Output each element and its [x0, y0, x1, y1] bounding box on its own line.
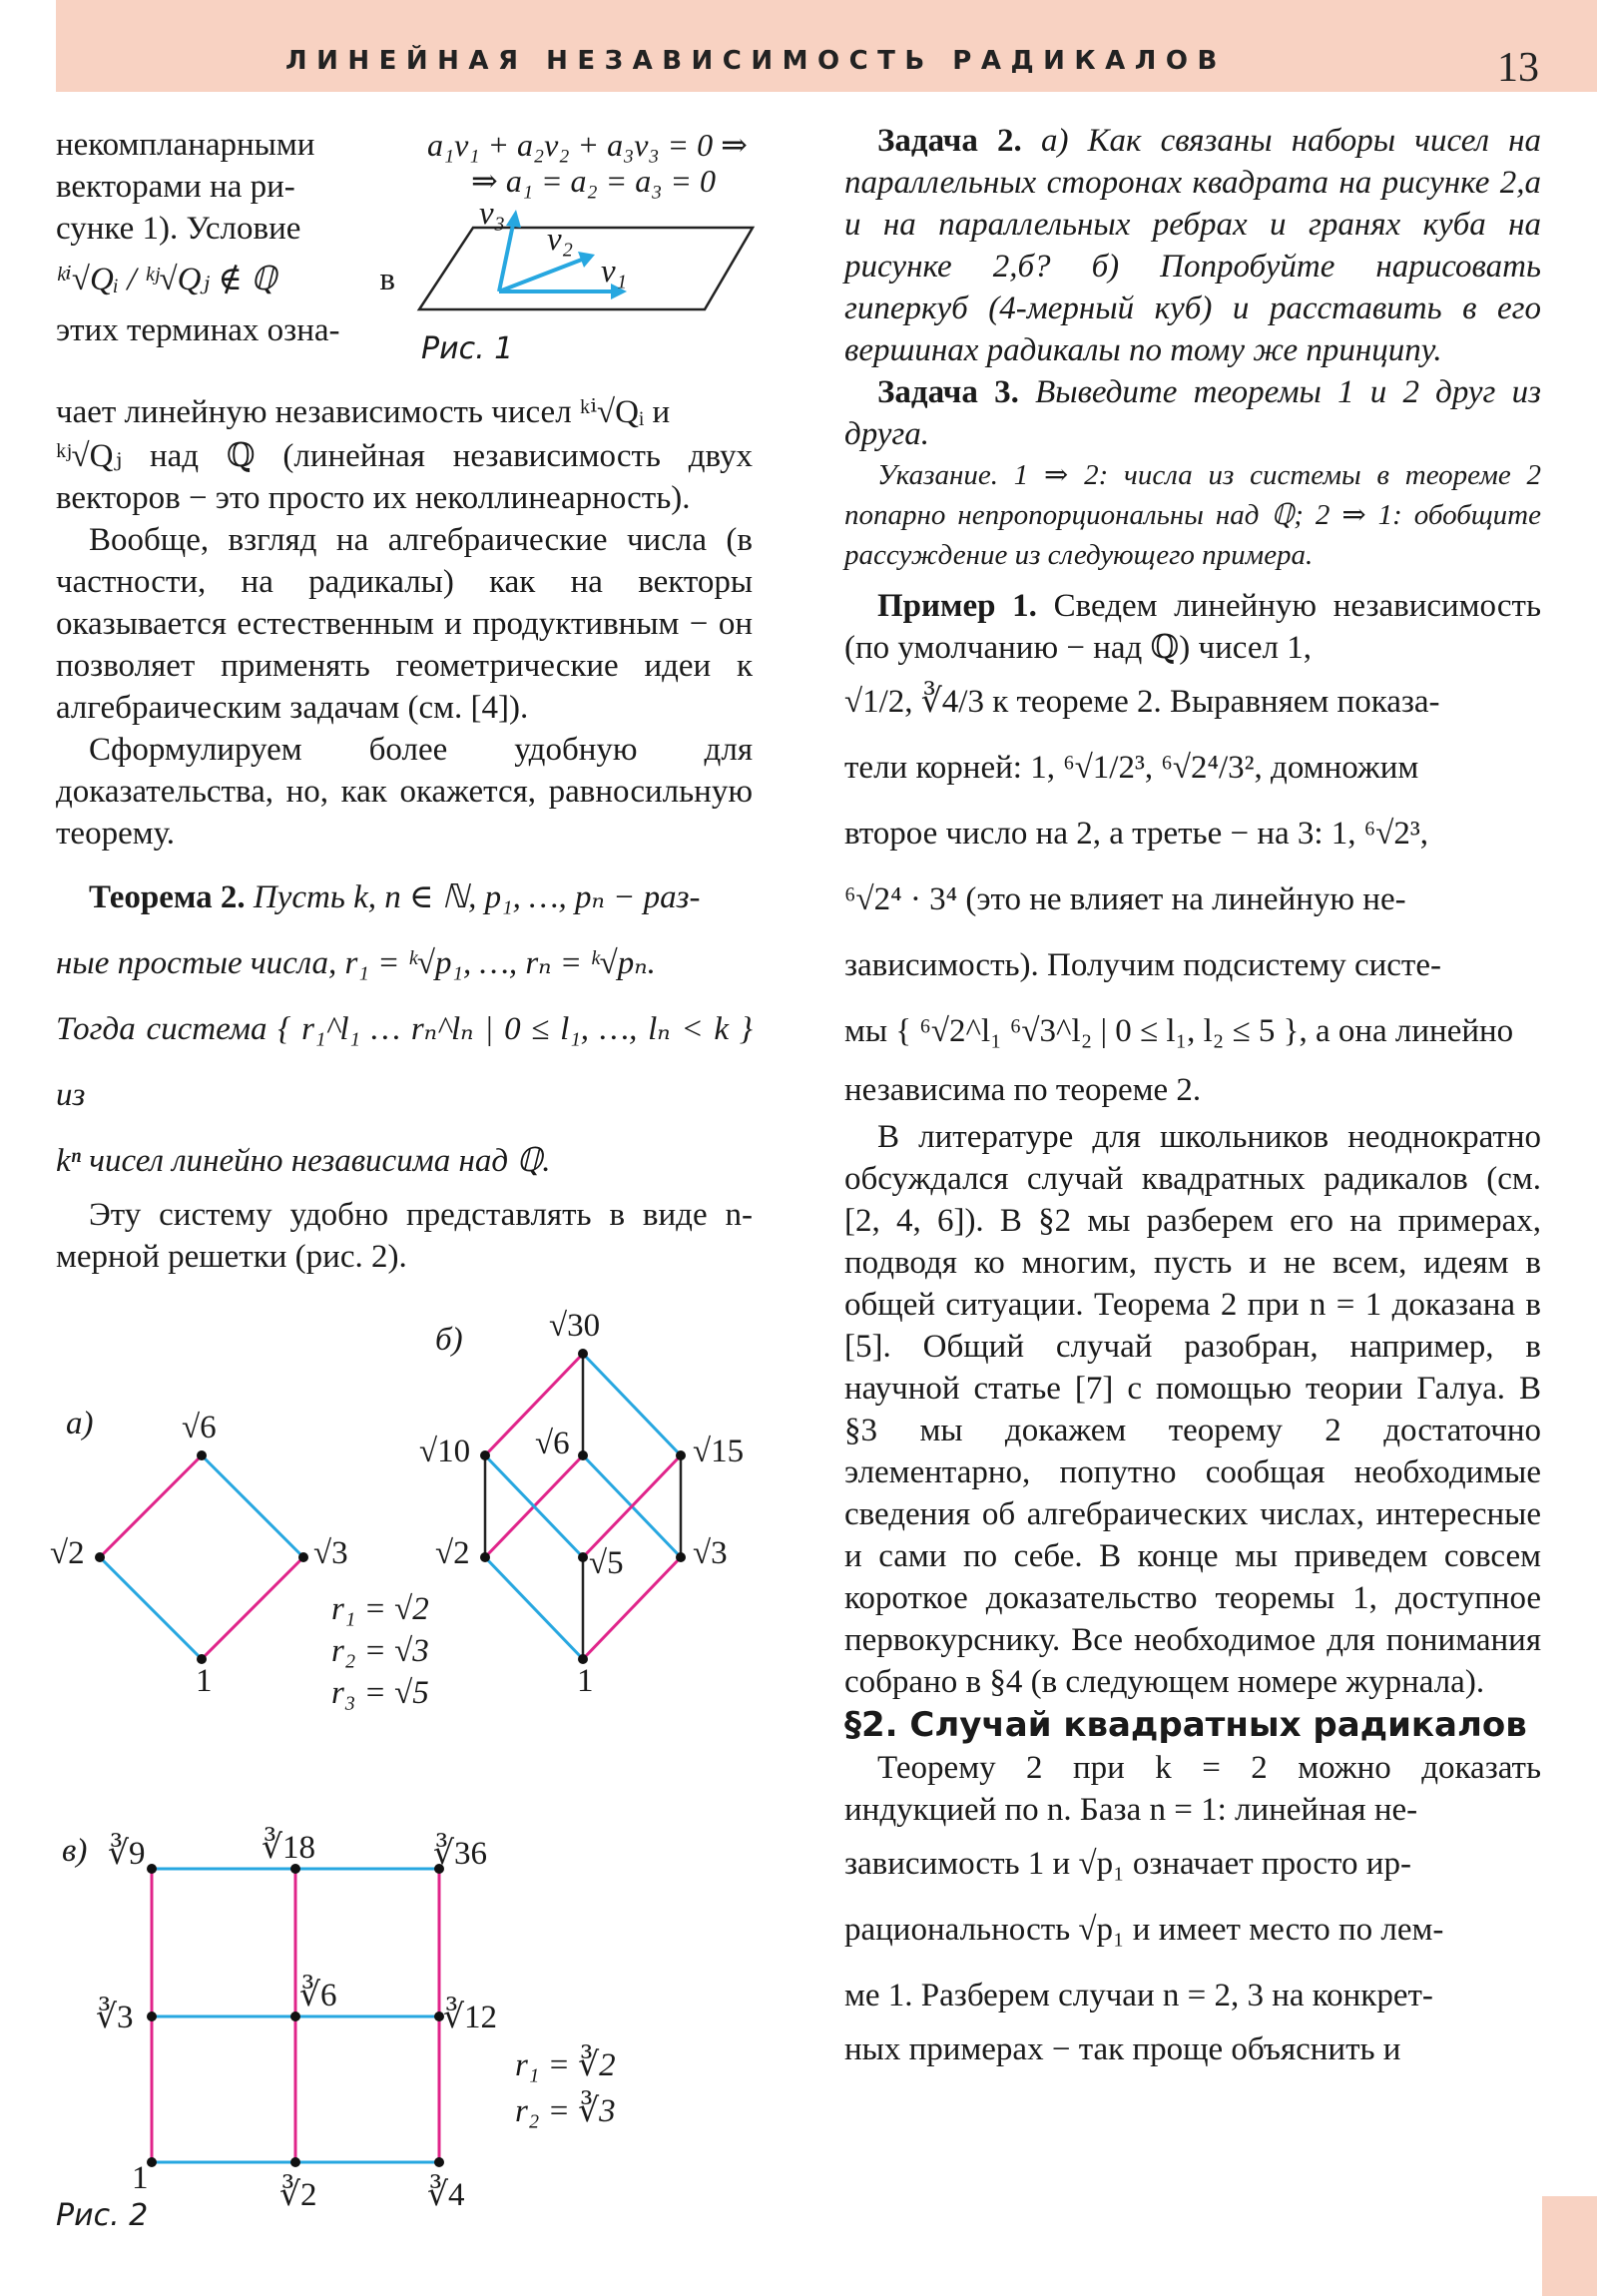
node-sqrt3-a: √3 — [313, 1535, 348, 1571]
fig1-label-v2: v₂ — [547, 222, 574, 258]
fig2-b-label: б) — [435, 1322, 463, 1358]
problem-label: Задача 2. — [877, 123, 1022, 159]
theorem-line: Тогда система { r₁^l₁ … rₙ^lₙ | 0 ≤ l₁, …, lₙ < k } из — [56, 1011, 753, 1113]
theorem-line: kⁿ чисел линейно независима над ℚ. — [56, 1143, 551, 1179]
example-line: тели корней: 1, ⁶√1/2³, ⁶√2⁴/3², домножим — [844, 750, 1419, 786]
node-sqrt15: √15 — [693, 1434, 745, 1469]
example-1 — [844, 585, 1541, 669]
left-line: векторами на ри- — [56, 169, 295, 205]
example-line: зависимость). Получим подсистему систе- — [844, 947, 1441, 983]
node-sqrt2-a: √2 — [50, 1535, 85, 1571]
left-paragraph: ᵏʲ√Qⱼ над ℚ (линейная независимость двух векторов − это просто их неколлинеарность). — [56, 438, 753, 516]
left-paragraph: Эту систему удобно представлять в виде n-мерной решетки (рис. 2). — [56, 1197, 753, 1275]
fig1-label-v3: v₃ — [479, 196, 506, 232]
left-paragraph: Сформулируем более удобную для доказательства, но, как окажется, равносильную теорему. — [56, 732, 753, 852]
fig1-caption: Рис. 1 — [421, 331, 514, 366]
example-line: √1/2, ∛4/3 к теореме 2. Выравняем показа- — [844, 684, 1440, 720]
problem-label: Задача 3. — [877, 374, 1019, 410]
node-cbrt3: ∛3 — [96, 2000, 134, 2035]
left-line: чает линейную независимость чисел ᵏⁱ√Qᵢ и — [56, 394, 671, 430]
left-line-tail: в — [379, 262, 395, 297]
radical-ratio-formula: ᵏⁱ√Qᵢ / ᵏʲ√Qⱼ ∉ ℚ — [56, 262, 277, 297]
node-cbrt2: ∛2 — [279, 2177, 317, 2213]
node-sqrt6-b: √6 — [535, 1426, 570, 1461]
cube-edges — [485, 1354, 681, 1659]
example-line: мы { ⁶√2^l₁ ⁶√3^l₂ | 0 ≤ l₁, l₂ ≤ 5 }, а она линейно — [844, 1013, 1514, 1049]
node-1-v: 1 — [132, 2160, 149, 2196]
fig1-label-v1: v₁ — [601, 254, 628, 289]
theorem-line: Пусть k, n ∈ ℕ, p₁, …, pₙ − раз- — [253, 879, 701, 915]
section-line: Теорему 2 при k = 2 можно доказать индукцией по n. База n = 1: линейная не- — [844, 1750, 1541, 1828]
square-edge — [100, 1455, 202, 1557]
def-r1-b: r₁ = √2 — [331, 1591, 429, 1627]
def-r3-b: r₃ = √5 — [331, 1675, 429, 1711]
left-paragraph: Вообще, взгляд на алгебраические числа (в частности, на радикалы) как на векторы оказывается естественным и продуктивным − он позволяет применять геометрические идеи к алгебраическим задачам (см. [4]). — [56, 522, 753, 726]
section-title: §2. Случай квадратных радикалов — [844, 1705, 1527, 1745]
node-cbrt12: ∛12 — [443, 2000, 498, 2035]
node-1-b: 1 — [577, 1663, 594, 1699]
node-sqrt30: √30 — [549, 1308, 601, 1344]
square-edge — [202, 1557, 303, 1659]
def-r2-v: r₂ = ∛3 — [515, 2093, 616, 2129]
right-column — [844, 120, 1541, 2070]
node-1-a: 1 — [196, 1663, 213, 1699]
theorem-label: Теорема 2. — [89, 879, 246, 915]
node-cbrt9: ∛9 — [108, 1836, 146, 1872]
section-line: ме 1. Разберем случаи n = 2, 3 на конкрет- — [844, 1978, 1433, 2013]
left-line: сунке 1). Условие — [56, 211, 301, 247]
fig1-eq2: ⇒ a₁ = a₂ = a₃ = 0 — [471, 163, 716, 199]
example-text: Сведем линейную независимость (по умолчанию − над ℚ) чисел 1, — [844, 588, 1541, 666]
example-label: Пример 1. — [877, 588, 1037, 624]
fig2-caption: Рис. 2 — [56, 2198, 149, 2233]
node-sqrt10: √10 — [419, 1434, 471, 1469]
fig2-a-label: а) — [66, 1406, 94, 1441]
def-r2-b: r₂ = √3 — [331, 1633, 429, 1669]
section-line: зависимость 1 и √p₁ означает просто ир- — [844, 1846, 1411, 1882]
def-r1-v: r₁ = ∛2 — [515, 2047, 616, 2083]
hint: Указание. 1 ⇒ 2: числа из системы в теореме 2 попарно непропорциональны над ℚ; 2 ⇒ 1: обобщите рассуждение из следующего примера. — [844, 459, 1541, 571]
square-edge — [202, 1455, 303, 1557]
node-cbrt6: ∛6 — [299, 1978, 337, 2013]
running-title: ЛИНЕЙНАЯ НЕЗАВИСИМОСТЬ РАДИКАЛОВ — [285, 46, 1227, 76]
node-sqrt5: √5 — [589, 1545, 624, 1581]
example-line: ⁶√2⁴ · 3⁴ (это не влияет на линейную не- — [844, 881, 1406, 917]
section-line: рациональность √p₁ и имеет место по лем- — [844, 1912, 1444, 1948]
node-cbrt18: ∛18 — [262, 1830, 316, 1866]
section-line: ных примерах − так проще объяснить и — [844, 2031, 1401, 2067]
problem-2 — [844, 120, 1541, 371]
node-cbrt36: ∛36 — [433, 1836, 488, 1872]
example-line: второе число на 2, а третье − на 3: 1, ⁶√2³, — [844, 816, 1429, 852]
left-line: этих терминах озна- — [56, 312, 340, 348]
theorem-line: ные простые числа, r₁ = ᵏ√p₁, …, rₙ = ᵏ√pₙ. — [56, 945, 656, 981]
node-sqrt3-b: √3 — [693, 1535, 728, 1571]
literature-paragraph: В литературе для школьников неоднократно обсуждался случай квадратных радикалов (см. [2, 4, 6]). В §2 мы разберем его на примерах, подводя ко многим, пусть и не всем, идеям в общей ситуации. Теорема 2 при n = 1 доказана в [5]. Общий случай разобран, например, в научной статье [7] с помощью теории Галуа. В §3 мы докажем теорему 2 достаточно элементарно, попутно сообщая необходимые сведения об алгебраических числах, интересные и сами по себе. В конце мы приведем совсем короткое доказательство теоремы 1, доступное первокурснику. Все необходимое для понимания собрано в §4 (в следующем номере журнала). — [844, 1119, 1541, 1700]
left-line: некомпланарными — [56, 127, 315, 163]
page-number: 13 — [1497, 45, 1539, 91]
fig2-v-label: в) — [62, 1833, 88, 1869]
node-sqrt2-b: √2 — [435, 1535, 470, 1571]
example-line: независима по теореме 2. — [844, 1072, 1202, 1108]
square-edge — [100, 1557, 202, 1659]
problem-3 — [844, 371, 1541, 455]
problem-text: а) Как связаны наборы чисел на параллельных сторонах квадрата на рисунке 2,а и на параллельных ребрах и гранях куба на рисунке 2,б? б) Попробуйте нарисовать гиперкуб (4-мерный куб) и расставить в его вершинах радикалы по тому же принципу. — [844, 123, 1542, 368]
node-sqrt6-a: √6 — [182, 1410, 217, 1445]
fig1-eq1: a₁v₁ + a₂v₂ + a₃v₃ = 0 ⇒ — [427, 127, 748, 163]
problem-text: Выведите теоремы 1 и 2 друг из друга. — [844, 374, 1542, 452]
node-cbrt4: ∛4 — [427, 2177, 465, 2213]
